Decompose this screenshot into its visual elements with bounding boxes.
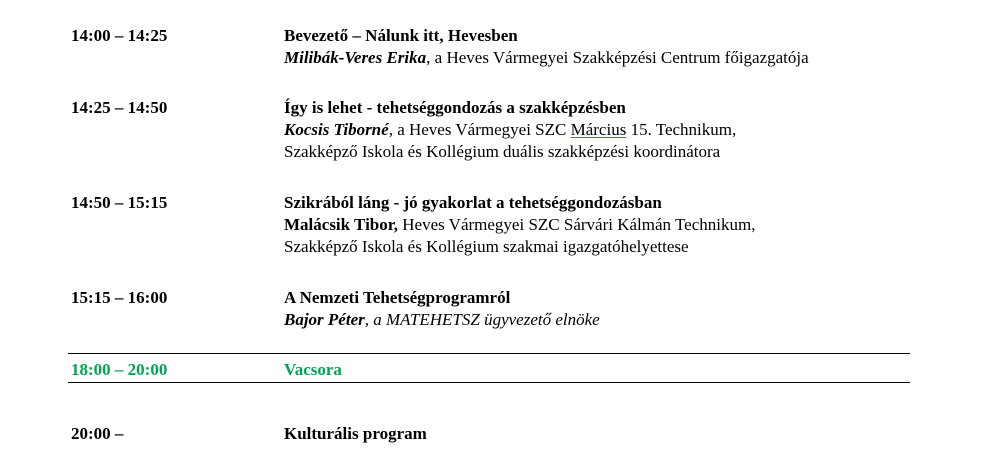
session-speaker: [284, 47, 809, 69]
session-content: [284, 25, 809, 69]
session-time: 14:25 – 14:50: [71, 98, 168, 117]
speaker-name: Milibák-Veres Erika: [284, 48, 427, 67]
session-time: 18:00 – 20:00: [71, 360, 168, 379]
session-title: Kulturális program: [284, 424, 427, 443]
session-title: Vacsora: [284, 360, 342, 379]
speaker-role-continued: Szakképző Iskola és Kollégium szakmai igazgatóhelyettese: [284, 237, 689, 256]
session-title: A Nemzeti Tehetségprogramról: [284, 288, 511, 307]
session-content: [284, 423, 427, 445]
divider-bottom: [68, 382, 910, 383]
speaker-role: , a MATEHETSZ ügyvezető elnöke: [364, 310, 600, 329]
session-content: [284, 97, 736, 163]
session-time: 20:00 –: [71, 424, 124, 443]
session-time: 15:15 – 16:00: [71, 288, 168, 307]
session-time: 14:00 – 14:25: [71, 26, 168, 45]
speaker-role-post: 15. Technikum,: [626, 120, 737, 139]
speaker-name: Bajor Péter: [284, 310, 365, 329]
session-time: 14:50 – 15:15: [71, 193, 168, 212]
speaker-role-continued: Szakképző Iskola és Kollégium duális szakképzési koordinátora: [284, 142, 721, 161]
session-speaker: [284, 214, 755, 236]
speaker-name: Malácsik Tibor,: [284, 215, 398, 234]
speaker-name: Kocsis Tiborné: [284, 120, 389, 139]
speaker-role: Heves Vármegyei SZC Sárvári Kálmán Technikum,: [398, 215, 756, 234]
session-title: Szikrából láng - jó gyakorlat a tehetséggondozásban: [284, 193, 662, 212]
session-content: [284, 287, 600, 331]
session-speaker: [284, 309, 600, 331]
session-content: [284, 192, 755, 258]
speaker-role-pre: , a Heves Vármegyei SZC: [388, 120, 571, 139]
session-content: [284, 359, 342, 381]
session-speaker: [284, 119, 736, 141]
divider-top: [68, 353, 910, 354]
speaker-role: , a Heves Vármegyei Szakképzési Centrum főigazgatója: [426, 48, 809, 67]
speaker-role-underlined: Március: [570, 120, 627, 139]
session-title: Így is lehet - tehetséggondozás a szakképzésben: [284, 98, 626, 117]
session-title: Bevezető – Nálunk itt, Hevesben: [284, 26, 518, 45]
